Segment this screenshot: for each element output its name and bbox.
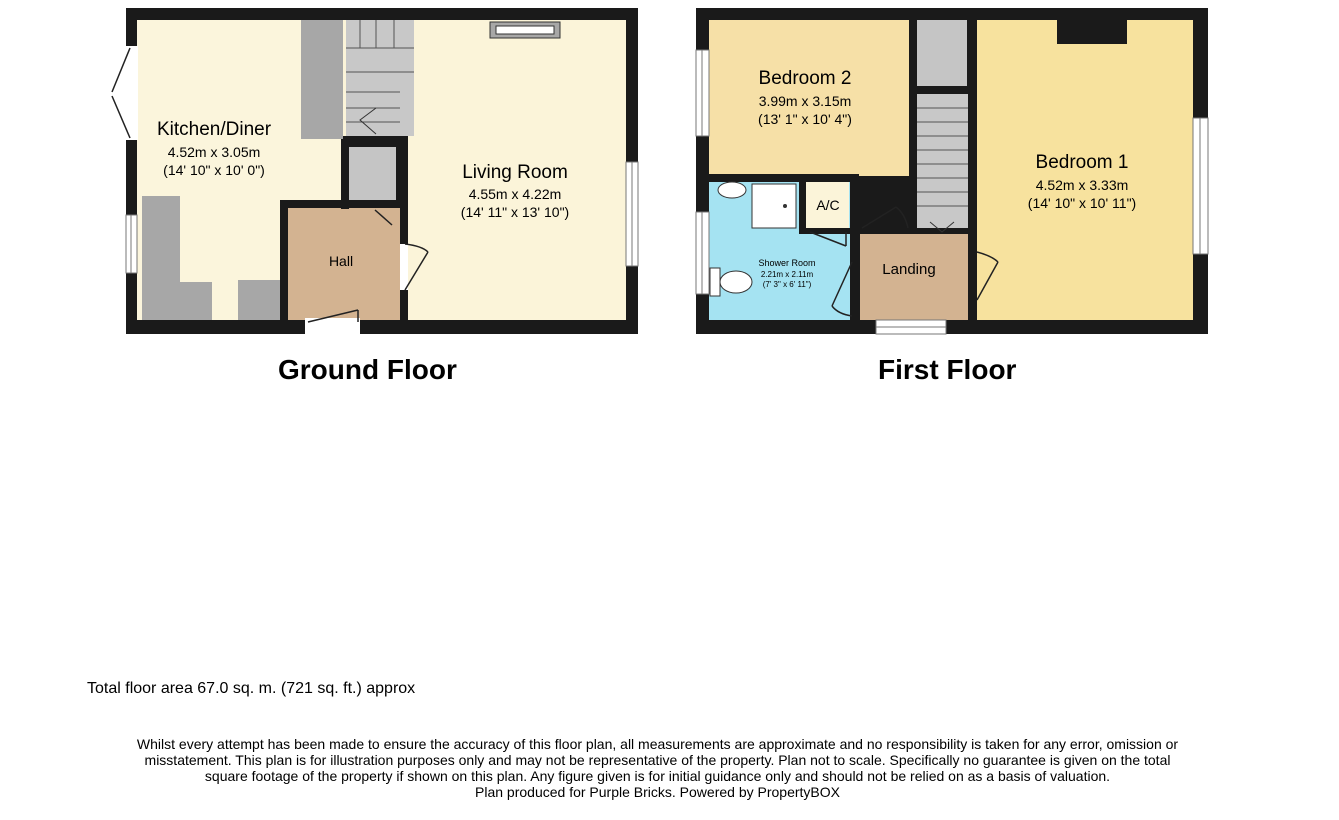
fireplace-inner	[496, 26, 554, 34]
kitchen-worktop-top	[301, 20, 343, 139]
disclaimer	[80, 736, 1235, 800]
bedroom-1-imperial: (14' 10" x 10' 11")	[1027, 195, 1137, 211]
living-room-label: Living Room	[462, 162, 568, 183]
landing-label: Landing	[882, 261, 936, 278]
stair-top-wall	[909, 86, 975, 94]
stair-right-wall	[400, 136, 408, 320]
washbasin	[718, 182, 746, 198]
ground-staircase	[346, 20, 414, 136]
first-floor-staircase	[917, 94, 968, 232]
total-floor-area: Total floor area 67.0 sq. m. (721 sq. ft.) approx	[87, 680, 416, 697]
airing-cupboard-label: A/C	[816, 197, 840, 213]
first-floor-title: First Floor	[878, 354, 1017, 385]
toilet-bowl	[720, 271, 752, 293]
bedroom1-left-wall	[968, 20, 977, 320]
kitchen-diner-metric: 4.52m x 3.05m	[167, 144, 261, 160]
bedroom2-right-wall	[909, 78, 917, 234]
chimney-breast	[1057, 20, 1127, 44]
kitchen-diner-imperial: (14' 10" x 10' 0")	[163, 162, 265, 178]
shower-room-imperial: (7' 3" x 6' 11")	[762, 280, 812, 289]
kitchen-worktop-base	[238, 280, 280, 320]
shower-tray	[752, 184, 796, 228]
understairs-cupboard	[349, 147, 396, 202]
bedroom2-bottom-wall	[709, 174, 859, 182]
hall-left-wall	[280, 200, 288, 320]
shower-room-metric: 2.21m x 2.11m	[760, 270, 814, 279]
french-doors	[112, 46, 138, 140]
ground-floor-plan	[112, 8, 638, 334]
bedroom-1-metric: 4.52m x 3.33m	[1035, 177, 1129, 193]
first-floor-plan	[696, 8, 1208, 334]
toilet-cistern	[710, 268, 720, 296]
shower-right-wall	[850, 174, 859, 320]
bedroom-2-imperial: (13' 1" x 10' 4")	[758, 111, 852, 127]
ground-floor-title: Ground Floor	[278, 354, 457, 385]
disclaimer-line: Whilst every attempt has been made to ensure the accuracy of this floor plan, all measurements are approximate and no responsibility is taken for any error, omission or	[136, 736, 1179, 752]
airing-left-wall	[799, 176, 806, 230]
hall-label: Hall	[328, 253, 354, 269]
bedroom-2-metric: 3.99m x 3.15m	[758, 93, 852, 109]
living-room-metric: 4.55m x 4.22m	[468, 186, 562, 202]
storage-left-wall	[909, 20, 917, 78]
cupboard-left-wall	[341, 139, 349, 209]
living-room-imperial: (14' 11" x 13' 10")	[460, 204, 570, 220]
cupboard-wall	[341, 139, 408, 147]
storage-cupboard	[917, 20, 967, 86]
disclaimer-line: Plan produced for Purple Bricks. Powered by PropertyBOX	[475, 784, 840, 800]
shower-room-label: Shower Room	[758, 258, 816, 268]
bedroom-1-label: Bedroom 1	[1035, 152, 1129, 173]
kitchen-diner-label: Kitchen/Diner	[156, 119, 272, 140]
bedroom-2-label: Bedroom 2	[758, 68, 852, 89]
disclaimer-line: misstatement. This plan is for illustration purposes only and may not be representative of the property. Plan not to scale. Specifically no guarantee is given on the total	[144, 752, 1171, 768]
disclaimer-line: square footage of the property if shown on this plan. Any figure given is for initial guidance only and should not be relied on as a basis of valuation.	[204, 768, 1111, 784]
